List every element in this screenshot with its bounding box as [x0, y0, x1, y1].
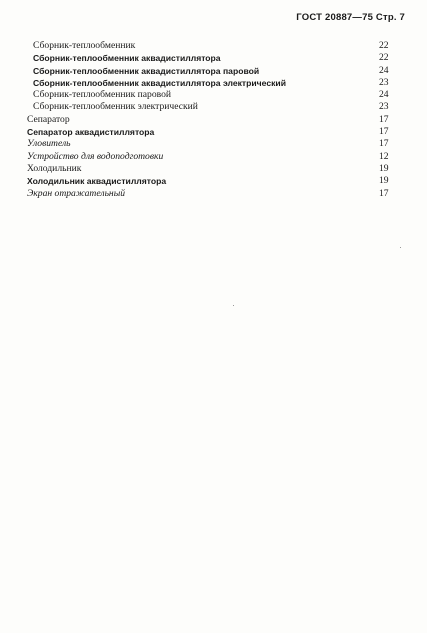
entry-term: Сборник-теплообменник аквадистиллятора паровой [33, 65, 260, 76]
index-entry [0, 77, 427, 89]
entry-term: Сепаратор аквадистиллятора [27, 127, 155, 138]
entry-term: Экран отражательный [27, 187, 125, 199]
index-entry [0, 101, 427, 113]
entry-page: 19 [379, 175, 389, 187]
entry-term: Холодильник аквадистиллятора [27, 176, 167, 187]
index-entry [0, 175, 427, 187]
entry-term: Устройство для водоподготовки [27, 150, 164, 162]
entry-page: 17 [379, 138, 389, 150]
entry-page: 17 [379, 113, 389, 125]
entry-term: Сборник-теплообменник [33, 40, 136, 51]
index-entry [0, 188, 427, 200]
index-entry [0, 52, 427, 64]
index-entry [0, 40, 427, 52]
term-index [0, 40, 427, 200]
entry-term: Сборник-теплообменник паровой [33, 89, 172, 101]
index-entry [0, 138, 427, 150]
entry-page: 24 [379, 64, 389, 76]
entry-page: 19 [379, 162, 389, 174]
entry-page: 23 [379, 76, 389, 88]
entry-page: 24 [379, 89, 389, 101]
entry-term: Сборник-теплообменник аквадистиллятора [33, 53, 221, 64]
index-entry [0, 89, 427, 101]
entry-term: Холодильник [27, 162, 82, 174]
scan-speck [400, 247, 401, 248]
index-entry [0, 65, 427, 77]
entry-term: Сборник-теплообменник электрический [33, 101, 198, 113]
entry-page: 22 [379, 52, 389, 64]
entry-page: 23 [379, 101, 389, 113]
entry-term: Уловитель [27, 138, 71, 150]
index-entry [0, 126, 427, 138]
entry-term: Сборник-теплообменник аквадистиллятора электрический [33, 77, 286, 88]
index-entry [0, 163, 427, 175]
scan-speck [233, 305, 234, 306]
entry-page: 17 [379, 187, 389, 199]
page-header: ГОСТ 20887—75 Стр. 7 [296, 12, 405, 23]
entry-page: 22 [379, 40, 389, 51]
entry-term: Сепаратор [27, 113, 70, 125]
index-entry [0, 151, 427, 163]
index-entry [0, 114, 427, 126]
entry-page: 12 [379, 150, 389, 162]
entry-page: 17 [379, 126, 389, 138]
